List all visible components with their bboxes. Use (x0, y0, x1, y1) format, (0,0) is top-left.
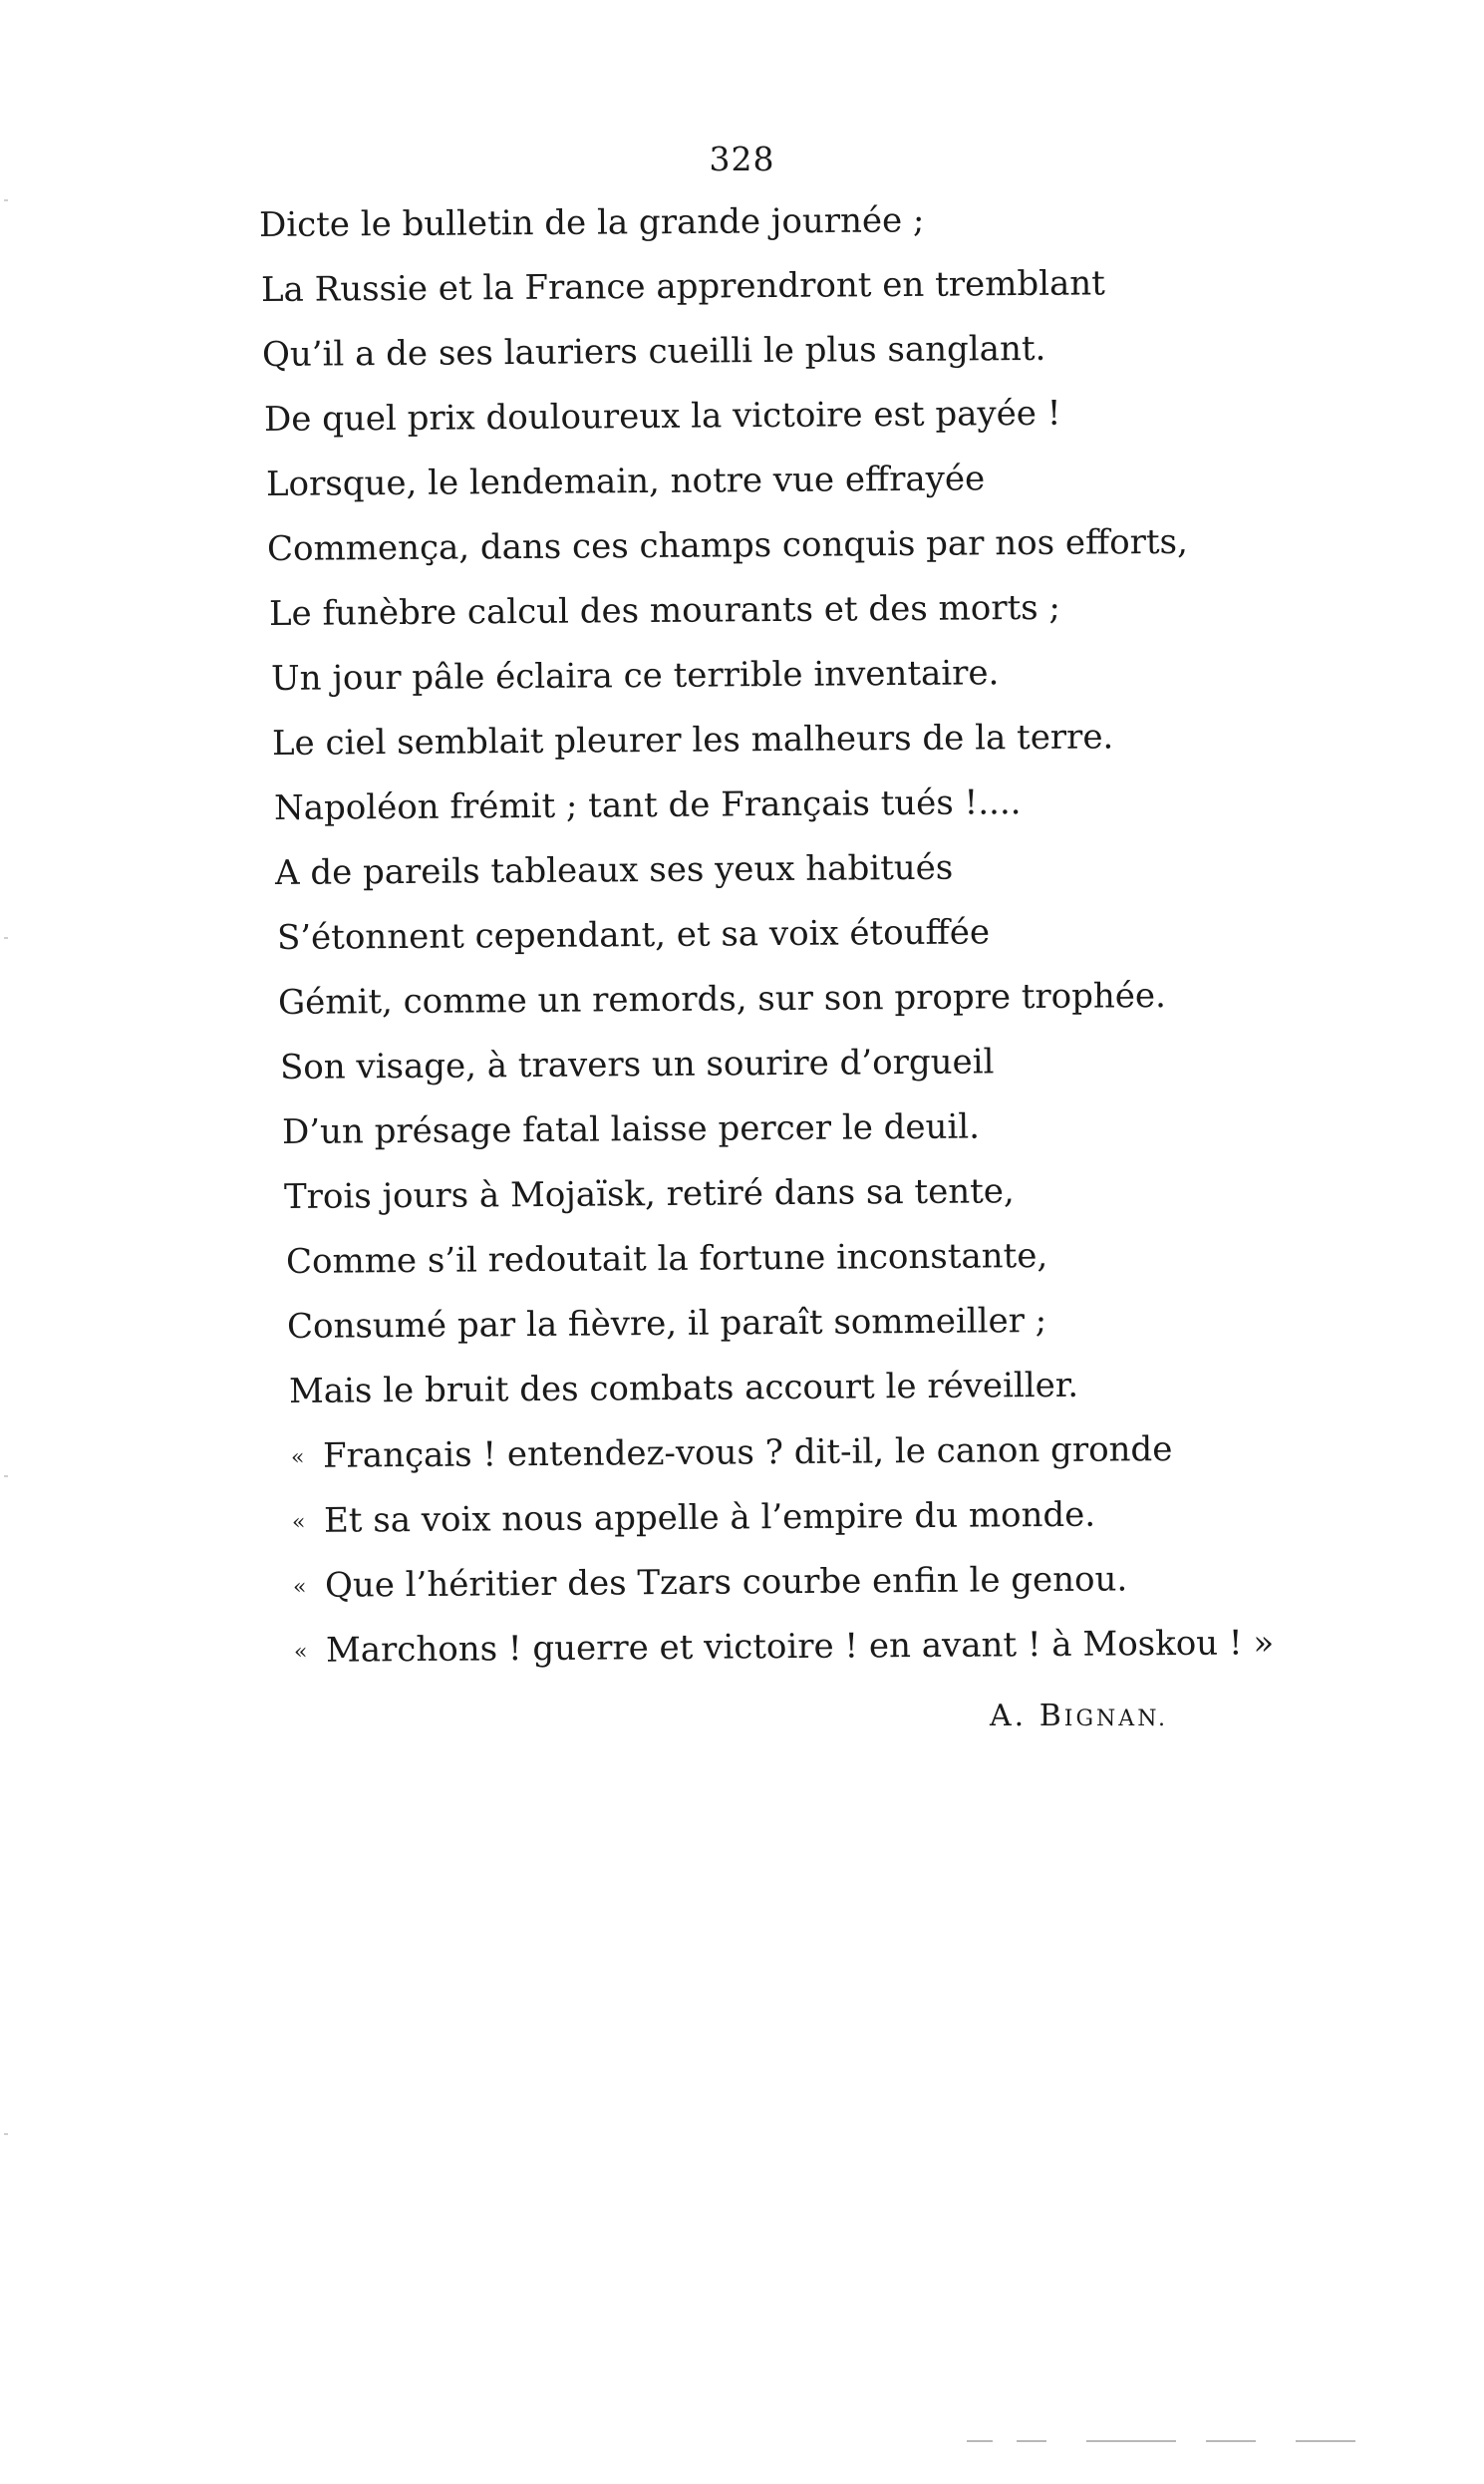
poem-line: Qu’il a de ses lauriers cueilli le plus sanglant. (261, 328, 1046, 375)
scan-artifact-marks (967, 2440, 1385, 2448)
quoted-line-text: Que l’héritier des Tzars courbe enfin le genou. (324, 1559, 1128, 1606)
poem-line: Un jour pâle éclaira ce terrible inventaire. (270, 653, 1000, 699)
poem-line: Son visage, à travers un sourire d’orgueil (279, 1042, 995, 1087)
quoted-line-text: Et sa voix nous appelle à l’empire du monde. (323, 1494, 1096, 1541)
opening-quote-mark: « (293, 1639, 308, 1665)
poem-line: Mais le bruit des combats accourt le réveiller. (288, 1365, 1079, 1411)
quoted-line (294, 1623, 1275, 1673)
page-number: 328 (709, 140, 775, 178)
poem-line: La Russie et la France apprendront en tremblant (260, 263, 1106, 310)
author-signature (990, 1699, 1168, 1733)
poem-line: Le funèbre calcul des mourants et des morts ; (268, 587, 1061, 634)
opening-quote-mark: « (290, 1444, 305, 1470)
quoted-line (293, 1559, 1128, 1608)
poem-line: Consumé par la fièvre, il paraît sommeiller ; (286, 1301, 1047, 1347)
poem-line: Trois jours à Mojaïsk, retiré dans sa tente, (283, 1171, 1015, 1217)
opening-quote-mark: « (291, 1509, 306, 1535)
poem-line: De quel prix douloureux la victoire est payée ! (263, 393, 1061, 440)
quoted-line (292, 1495, 1095, 1543)
poem-line: Le ciel semblait pleurer les malheurs de la terre. (271, 717, 1114, 764)
poem-line: Napoléon frémit ; tant de Français tués !.... (273, 782, 1022, 828)
poem-line: Gémit, comme un remords, sur son propre trophée. (277, 976, 1167, 1023)
poem-line: Commença, dans ces champs conquis par nos efforts, (266, 521, 1188, 569)
poem-line: D’un présage fatal laisse percer le deuil. (281, 1106, 981, 1152)
poem-line: A de pareils tableaux ses yeux habitués (274, 847, 954, 893)
poem-line: Dicte le bulletin de la grande journée ; (258, 200, 925, 245)
poem-line: Comme s’il redoutait la fortune inconstante, (285, 1235, 1048, 1282)
author-initial: A. B (990, 1699, 1064, 1733)
quoted-line (291, 1429, 1173, 1478)
scan-edge-marks (0, 0, 20, 2484)
poem-line: Lorsque, le lendemain, notre vue effrayée (265, 459, 986, 504)
quoted-line-text: Marchons ! guerre et victoire ! en avant ! à Moskou ! » (325, 1623, 1275, 1671)
poem-line: S’étonnent cependant, et sa voix étouffée (276, 912, 991, 958)
quoted-line-text: Français ! entendez-vous ? dit-il, le canon gronde (322, 1429, 1173, 1476)
opening-quote-mark: « (292, 1574, 307, 1600)
author-surname: IGNAN. (1063, 1707, 1169, 1731)
